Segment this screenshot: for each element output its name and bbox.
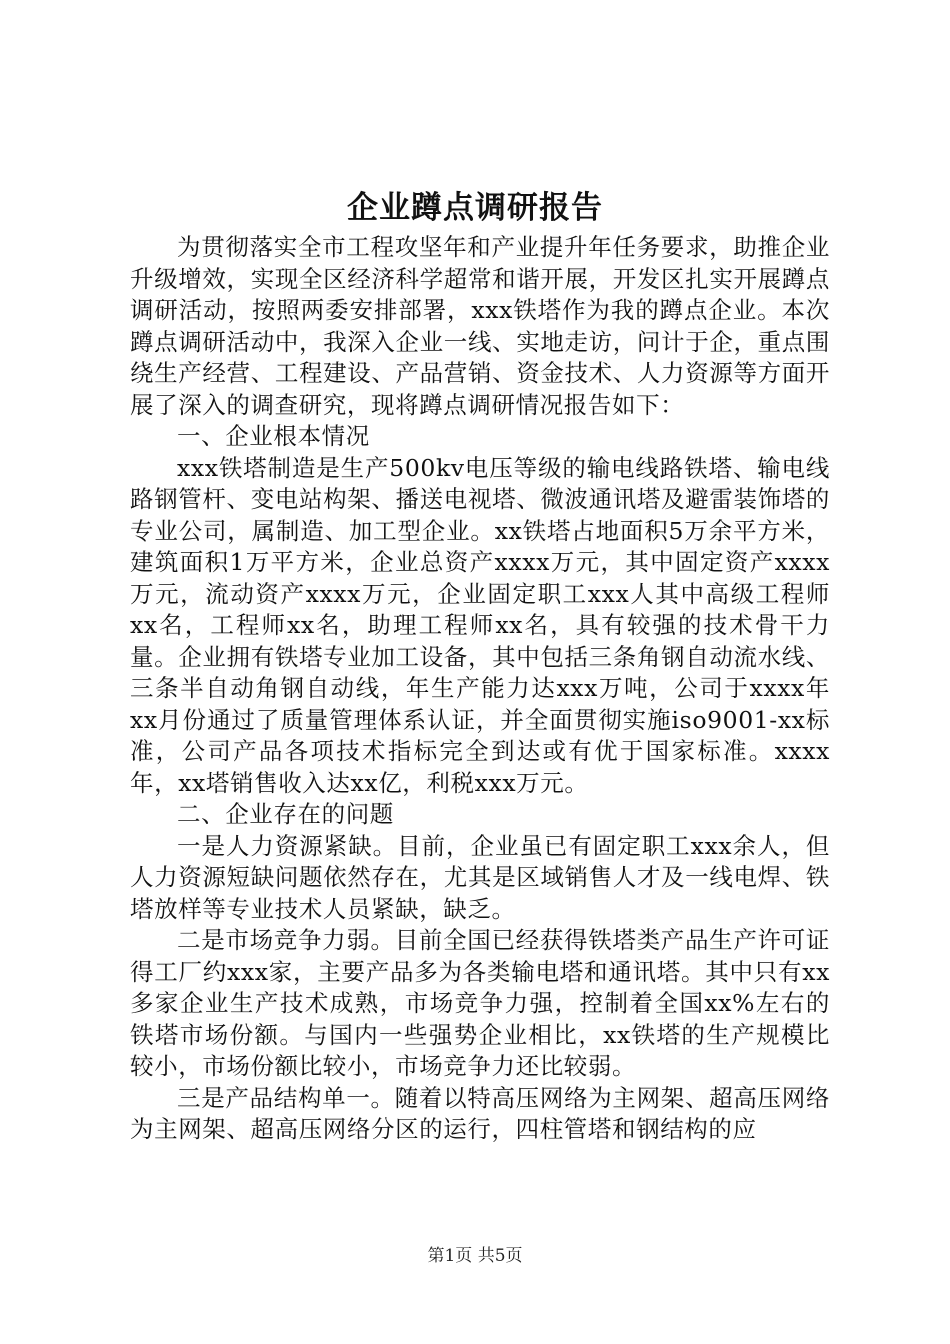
problem-paragraph-hr: 一是人力资源紧缺。目前，企业虽已有固定职工xxx余人，但人力资源短缺问题依然存在，尤其是区域销售人才及一线电焊、铁塔放样等专业技术人员紧缺，缺乏。 <box>130 831 830 923</box>
document-title: 企业蹲点调研报告 <box>347 190 603 226</box>
section-heading-problems: 二、企业存在的问题 <box>177 800 394 828</box>
page-number-footer: 第1页 共5页 <box>427 1246 523 1266</box>
problem-paragraph-product: 三是产品结构单一。随着以特高压网络为主网架、超高压网络为主网架、超高压网络分区的运行，四柱管塔和钢结构的应 <box>130 1083 830 1143</box>
basic-info-paragraph: xxx铁塔制造是生产500kv电压等级的输电线路铁塔、输电线路钢管杆、变电站构架、播送电视塔、微波通讯塔及避雷装饰塔的专业公司，属制造、加工型企业。xx铁塔占地面积5万余平方米，建筑面积1万平方米，企业总资产xxxx万元，其中固定资产xxxx万元，流动资产xxxx万元，企业固定职工xxx人其中高级工程师xx名，工程师xx名，助理工程师xx名，具有较强的技术骨干力量。企业拥有铁塔专业加工设备，其中包括三条角钢自动流水线、三条半自动角钢自动线，年生产能力达xxx万吨，公司于xxxx年xx月份通过了质量管理体系认证，并全面贯彻实施iso9001-xx标准，公司产品各项技术指标完全到达或有优于国家标准。xxxx年，xx塔销售收入达xx亿，利税xxx万元。 <box>130 453 830 797</box>
intro-paragraph: 为贯彻落实全市工程攻坚年和产业提升年任务要求，助推企业升级增效，实现全区经济科学超常和谐开展，开发区扎实开展蹲点调研活动，按照两委安排部署，xxx铁塔作为我的蹲点企业。本次蹲点调研活动中，我深入企业一线、实地走访，问计于企，重点围绕生产经营、工程建设、产品营销、资金技术、人力资源等方面开展了深入的调查研究，现将蹲点调研情况报告如下： <box>130 233 830 419</box>
section-heading-basic-info: 一、企业根本情况 <box>177 422 370 450</box>
document-body <box>130 232 830 1146</box>
problem-paragraph-market: 二是市场竞争力弱。目前全国已经获得铁塔类产品生产许可证得工厂约xxx家，主要产品多为各类输电塔和通讯塔。其中只有xx多家企业生产技术成熟，市场竞争力强，控制着全国xx%左右的铁塔市场份额。与国内一些强势企业相比，xx铁塔的生产规模比较小，市场份额比较小，市场竞争力还比较弱。 <box>130 926 830 1080</box>
